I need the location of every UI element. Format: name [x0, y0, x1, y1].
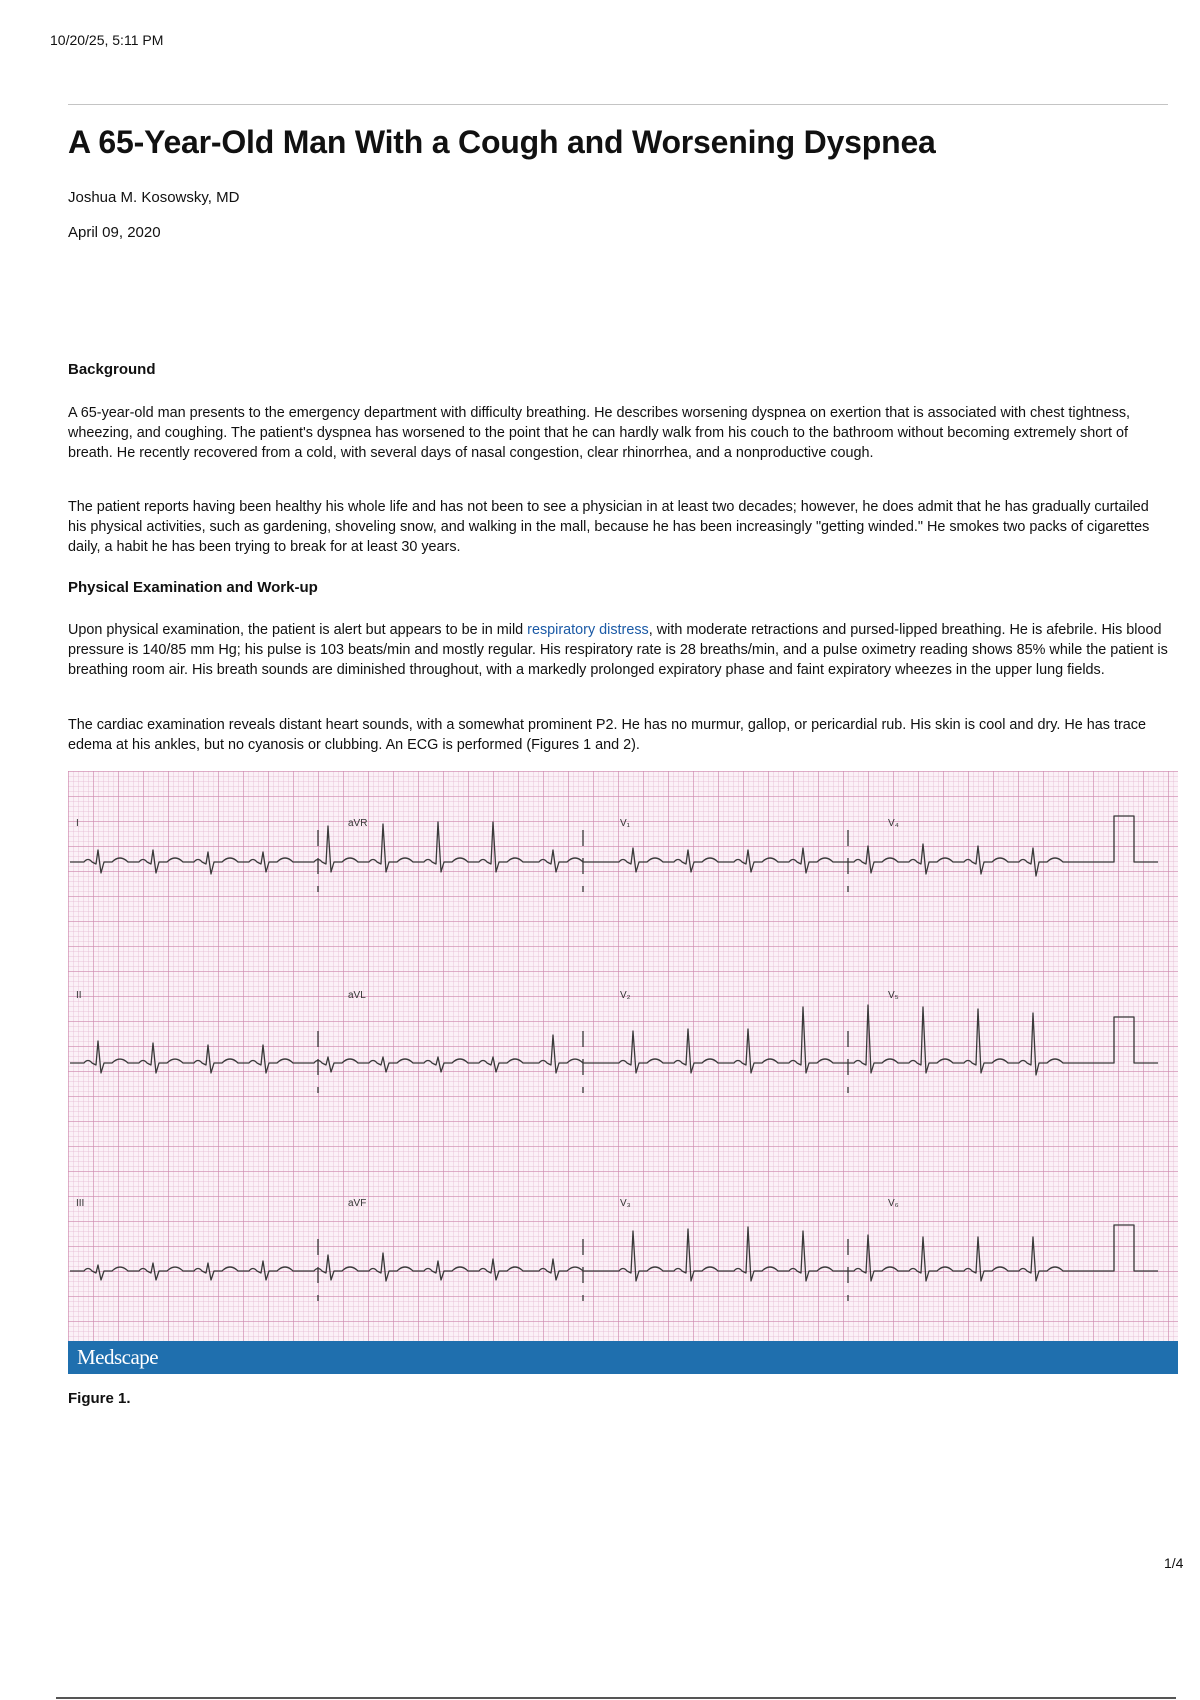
ecg-lead-label: aVF [348, 1198, 367, 1209]
ecg-lead-label: V₆ [888, 1198, 899, 1209]
exam-paragraph-1-text-a: Upon physical examination, the patient is alert but appears to be in mild [68, 622, 528, 638]
ecg-figure [68, 771, 1178, 1374]
ecg-lead-label: aVL [348, 990, 366, 1001]
exam-heading: Physical Examination and Work-up [68, 579, 318, 596]
medscape-logo: Medscape [77, 1345, 159, 1369]
print-timestamp: 10/20/25, 5:11 PM [50, 32, 164, 48]
respiratory-distress-link[interactable]: respiratory distress [527, 622, 649, 638]
article-date: April 09, 2020 [68, 224, 161, 241]
figure-caption: Figure 1. [68, 1390, 131, 1407]
figure-brand-band [68, 1341, 1178, 1374]
exam-paragraph-1 [68, 620, 1168, 680]
ecg-lead-label: V₅ [888, 990, 899, 1001]
ecg-lead-label: V₄ [888, 818, 899, 829]
background-heading: Background [68, 361, 156, 378]
ecg-tracing [68, 771, 1178, 1341]
background-paragraph-2: The patient reports having been healthy his whole life and has not been to see a physician in at least two decades; however, he does admit that he has gradually curtailed his physical activities, such as gardening, shoveling snow, and walking in the mall, because he has been increasingly "getting winded." He smokes two packs of cigarettes daily, a habit he has been trying to break for at least 30 years. [68, 499, 1150, 555]
ecg-lead-label: I [76, 818, 79, 829]
footer-divider [56, 1697, 1176, 1699]
ecg-lead-label: V₁ [620, 818, 631, 829]
ecg-lead-label: aVR [348, 818, 368, 829]
page-number: 1/4 [1164, 1555, 1184, 1571]
exam-paragraph-2: The cardiac examination reveals distant heart sounds, with a somewhat prominent P2. He has no murmur, gallop, or pericardial rub. His skin is cool and dry. He has trace edema at his ankles, but no cyanosis or clubbing. An ECG is performed (Figures 1 and 2). [68, 717, 1146, 753]
background-paragraph-1: A 65-year-old man presents to the emergency department with difficulty breathing. He describes worsening dyspnea on exertion that is associated with chest tightness, wheezing, and coughing. The patient's dyspnea has worsened to the point that he can hardly walk from his couch to the bathroom without becoming extremely short of breath. He recently recovered from a cold, with several days of nasal congestion, clear rhinorrhea, and a nonproductive cough. [68, 405, 1131, 461]
article-title: A 65-Year-Old Man With a Cough and Worsening Dyspnea [68, 124, 936, 160]
header-divider [68, 104, 1168, 105]
article-author: Joshua M. Kosowsky, MD [68, 189, 240, 206]
ecg-trace-row [70, 816, 1158, 876]
ecg-lead-label: II [76, 990, 82, 1001]
ecg-trace-row [70, 1005, 1158, 1075]
ecg-lead-label: III [76, 1198, 85, 1209]
ecg-lead-label: V₃ [620, 1198, 631, 1209]
exam-paragraph-1-text-b: , with moderate retractions and pursed-lipped breathing. He is afebrile. His blood pressure is 140/85 mm Hg; his pulse is 103 beats/min and mostly regular. His respiratory rate is 28 breaths/min, and a pulse oximetry reading shows 85% while the patient is breathing room air. His breath sounds are diminished throughout, with a markedly prolonged expiratory phase and faint expiratory wheezes in the upper lung fields. [68, 622, 1168, 678]
ecg-trace-row [70, 1225, 1158, 1281]
ecg-lead-label: V₂ [620, 990, 631, 1001]
